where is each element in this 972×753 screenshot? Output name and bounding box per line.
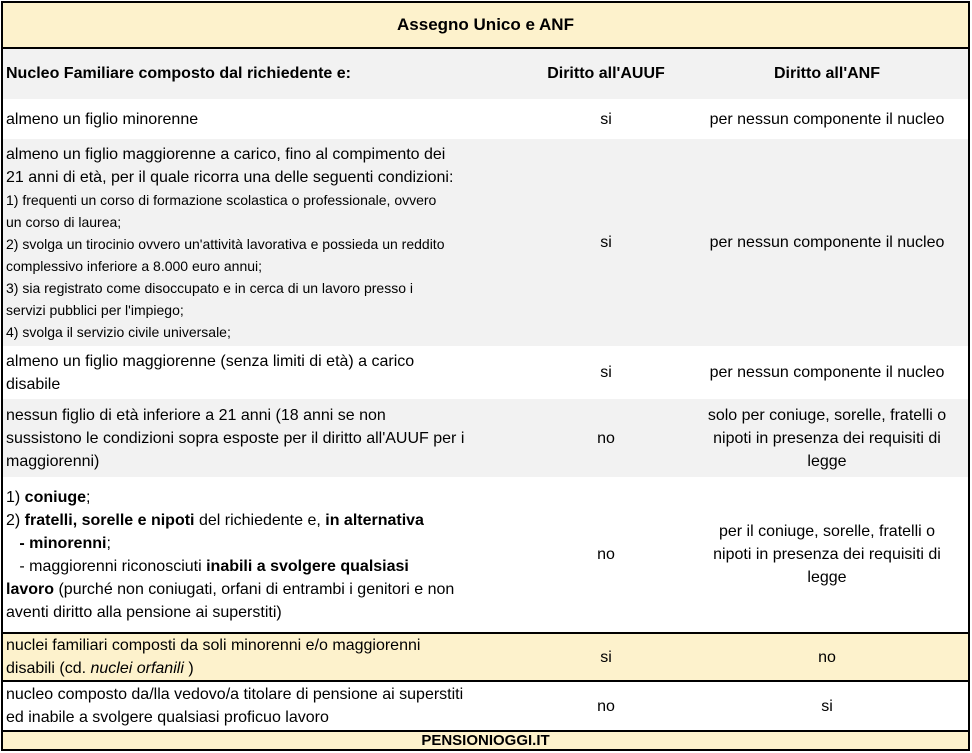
row-anf-cell bbox=[686, 99, 968, 139]
row-nucleo-line bbox=[6, 555, 409, 578]
row-auuf-cell bbox=[526, 634, 686, 680]
row-nucleo-line: 21 anni di età, per il quale ricorra una delle seguenti condizioni: bbox=[6, 168, 454, 186]
row-nucleo-line bbox=[6, 578, 454, 601]
row-anf-line: nipoti in presenza dei requisiti di bbox=[713, 429, 941, 447]
row-nucleo-cell bbox=[6, 99, 526, 139]
bold-segment: in alternativa bbox=[325, 511, 424, 529]
row-nucleo-cell bbox=[6, 139, 526, 346]
row-nucleo-line: sussistono le condizioni sopra esposte per il diritto all'AUUF per i bbox=[6, 429, 465, 447]
row-nucleo-line: nucleo composto da/lla vedovo/a titolare di pensione ai superstiti bbox=[6, 686, 464, 703]
row-anf-value: si bbox=[821, 697, 833, 715]
row-auuf-cell bbox=[526, 399, 686, 477]
row-auuf-value: no bbox=[597, 697, 615, 715]
row-anf-cell bbox=[686, 634, 968, 680]
header-col-anf bbox=[686, 49, 968, 99]
bold-segment: - minorenni bbox=[6, 534, 107, 552]
row-nucleo-line: maggiorenni) bbox=[6, 452, 100, 470]
row-anf-line: per il coniuge, sorelle, fratelli o bbox=[718, 523, 936, 540]
table-title-cell bbox=[3, 3, 968, 47]
row-anf-cell bbox=[686, 346, 968, 399]
row-condition-line: 2) svolga un tirocinio ovvero un'attività lavorativa e possieda un reddito bbox=[6, 235, 445, 252]
text-segment: ) bbox=[183, 660, 194, 677]
row-nucleo-line bbox=[6, 486, 90, 509]
row-condition-line: 4) svolga il servizio civile universale; bbox=[6, 323, 231, 340]
row-nucleo-line bbox=[6, 532, 111, 555]
row-nucleo-cell bbox=[6, 399, 526, 477]
row-condition-line: un corso di laurea; bbox=[6, 213, 122, 230]
row-nucleo-line: nessun figlio di età inferiore a 21 anni (18 anni se non bbox=[6, 406, 386, 424]
row-anf-value: no bbox=[818, 648, 836, 666]
row-condition-line: 1) frequenti un corso di formazione scolastica o professionale, ovvero bbox=[6, 191, 437, 208]
table-row bbox=[1, 346, 970, 399]
row-auuf-value: no bbox=[597, 546, 615, 563]
footer-cell bbox=[3, 732, 968, 749]
row-auuf-cell bbox=[526, 682, 686, 730]
bold-segment: coniuge bbox=[24, 488, 87, 506]
row-anf-cell bbox=[686, 399, 968, 477]
row-anf-value: per nessun componente il nucleo bbox=[709, 364, 945, 381]
row-anf-line: legge bbox=[807, 452, 847, 470]
row-anf-value: per nessun componente il nucleo bbox=[709, 110, 945, 128]
text-segment: disabili (cd. bbox=[6, 660, 91, 677]
header-auuf-label: Diritto all'AUUF bbox=[547, 65, 665, 82]
row-nucleo-line bbox=[6, 657, 194, 680]
text-segment: 2) bbox=[6, 511, 25, 529]
row-nucleo-cell bbox=[6, 346, 526, 399]
row-condition-line: servizi pubblici per l'impiego; bbox=[6, 301, 184, 318]
row-auuf-cell bbox=[526, 346, 686, 399]
footer-brand: PENSIONIOGGI.IT bbox=[421, 732, 550, 749]
header-nucleo-label: Nucleo Familiare composto dal richiedente e: bbox=[6, 65, 351, 82]
row-auuf-cell bbox=[526, 139, 686, 346]
row-nucleo-line: nuclei familiari composti da soli minorenni e/o maggiorenni bbox=[6, 637, 421, 654]
row-auuf-value: si bbox=[600, 110, 612, 128]
row-condition-line: 3) sia registrato come disoccupato e in cerca di un lavoro presso i bbox=[6, 279, 413, 296]
header-anf-label: Diritto all'ANF bbox=[773, 65, 881, 82]
row-nucleo-line: disabile bbox=[6, 375, 61, 393]
row-nucleo-line bbox=[6, 509, 424, 532]
table bbox=[1, 1, 970, 751]
text-segment: - maggiorenni riconosciuti bbox=[6, 557, 207, 575]
table-row bbox=[1, 139, 970, 346]
row-anf-cell bbox=[686, 682, 968, 730]
text-segment: ; bbox=[86, 488, 91, 506]
row-auuf-value: no bbox=[597, 429, 615, 447]
table-row bbox=[1, 632, 970, 682]
header-col-nucleo bbox=[6, 49, 526, 99]
row-nucleo-cell bbox=[6, 477, 526, 632]
row-nucleo-line: aventi diritto alla pensione ai superstiti) bbox=[6, 603, 282, 621]
table-row bbox=[1, 477, 970, 632]
row-nucleo-text: almeno un figlio minorenne bbox=[6, 110, 199, 128]
header-col-auuf bbox=[526, 49, 686, 99]
row-auuf-cell bbox=[526, 99, 686, 139]
row-anf-line: nipoti in presenza dei requisiti di bbox=[713, 546, 941, 563]
row-auuf-value: si bbox=[600, 234, 612, 251]
row-anf-cell bbox=[686, 477, 968, 632]
bold-segment: fratelli, sorelle e nipoti bbox=[24, 511, 195, 529]
text-segment: del richiedente e, bbox=[194, 511, 326, 529]
text-segment: 1) bbox=[6, 488, 25, 506]
table-row bbox=[1, 99, 970, 139]
title-row bbox=[1, 1, 970, 49]
row-auuf-value: si bbox=[600, 364, 612, 381]
row-auuf-value: si bbox=[600, 648, 612, 666]
row-nucleo-line: almeno un figlio maggiorenne a carico, fino al compimento dei bbox=[6, 145, 446, 163]
row-auuf-cell bbox=[526, 477, 686, 632]
table-title: Assegno Unico e ANF bbox=[397, 15, 574, 34]
row-anf-line: solo per coniuge, sorelle, fratelli o bbox=[707, 406, 947, 424]
row-nucleo-line: ed inabile a svolgere qualsiasi proficuo lavoro bbox=[6, 709, 329, 726]
text-segment: (purché non coniugati, orfani di entrambi i genitori e non bbox=[54, 580, 455, 598]
header-row bbox=[1, 49, 970, 99]
footer-row bbox=[1, 730, 970, 751]
row-anf-value: per nessun componente il nucleo bbox=[709, 234, 945, 251]
row-nucleo-cell bbox=[6, 682, 526, 730]
table-row bbox=[1, 682, 970, 730]
bold-segment: lavoro bbox=[6, 580, 55, 598]
row-condition-line: complessivo inferiore a 8.000 euro annui; bbox=[6, 257, 263, 274]
italic-segment: nuclei orfanili bbox=[90, 660, 184, 677]
row-nucleo-cell bbox=[6, 634, 526, 680]
row-anf-line: legge bbox=[807, 569, 847, 586]
row-anf-cell bbox=[686, 139, 968, 346]
table-row bbox=[1, 399, 970, 477]
text-segment: ; bbox=[106, 534, 111, 552]
row-nucleo-line: almeno un figlio maggiorenne (senza limiti di età) a carico bbox=[6, 352, 415, 370]
bold-segment: inabili a svolgere qualsiasi bbox=[206, 557, 409, 575]
